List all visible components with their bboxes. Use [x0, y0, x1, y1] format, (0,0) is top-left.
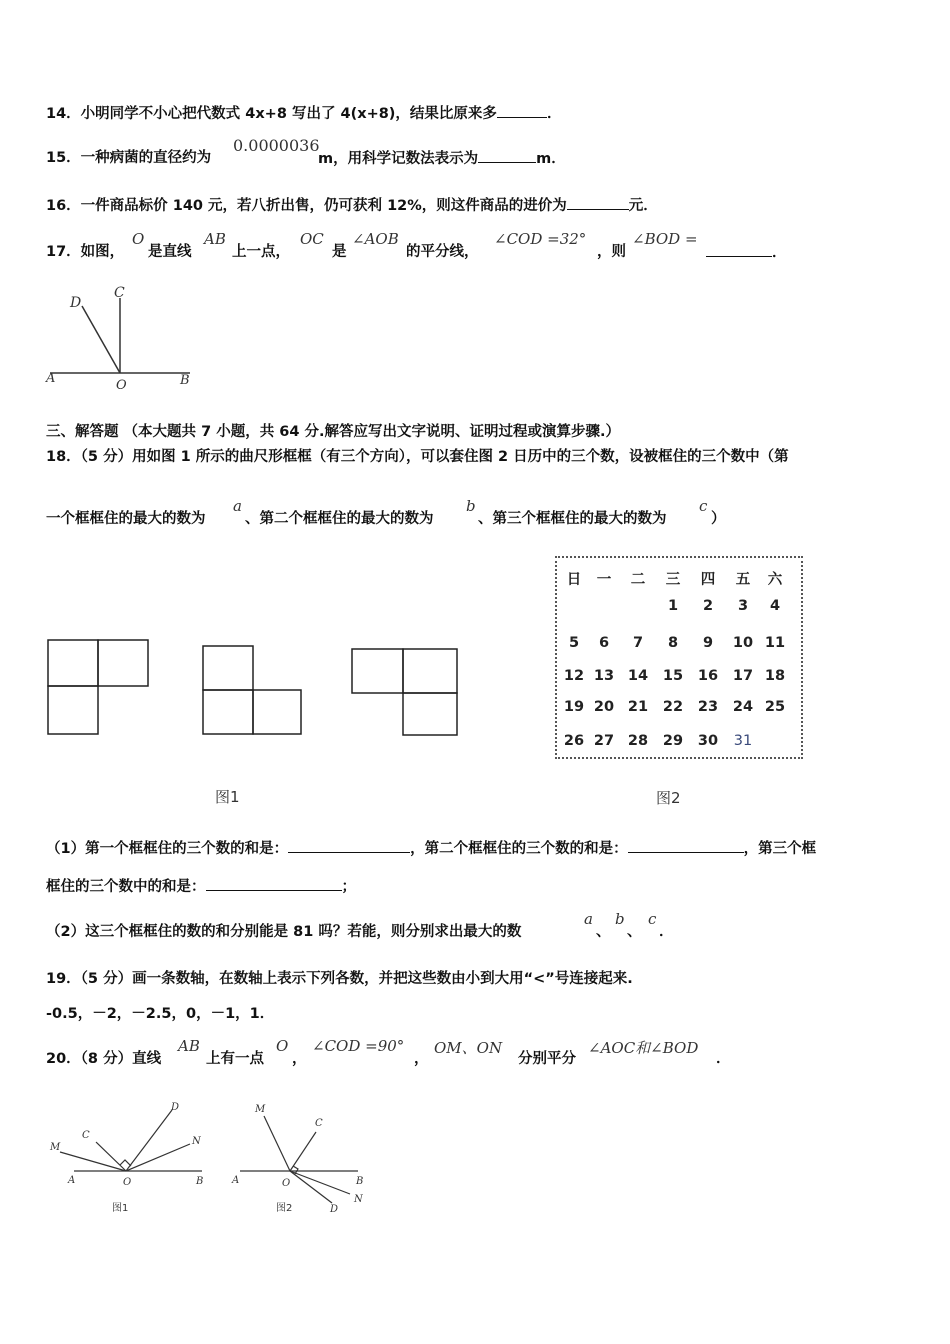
q17-figure	[40, 280, 200, 395]
question-15-rest	[318, 148, 566, 169]
cal-day: 13	[593, 668, 615, 684]
cal-day: 7	[632, 635, 644, 651]
q17-pre: 17．如图，	[46, 244, 125, 260]
cal-day: 12	[563, 668, 585, 684]
fig1-label-a: A	[68, 1175, 76, 1186]
q17-aob: ∠AOB	[352, 230, 399, 248]
q17-t4: 的平分线，	[406, 244, 479, 260]
q19-line1: 19．（5 分）画一条数轴，在数轴上表示下列各数，并把这些数由小到大用“<”号连接起来.	[46, 971, 633, 987]
q17-t5: ，则	[597, 244, 626, 260]
fig20-1-caption: 图1	[112, 1203, 129, 1214]
q18-a: a	[233, 497, 242, 515]
q18-sub1-c: ，第三个框	[743, 841, 817, 857]
fig1-label-d: D	[171, 1102, 180, 1113]
q17-t2: 上一点，	[232, 244, 290, 260]
cal-day: 2	[702, 598, 714, 614]
q14-text: 14．小明同学不小心把代数式 4x+8 写出了 4(x+8)，结果比原来多	[46, 106, 497, 122]
q15-pre: 15．一种病菌的直径约为	[46, 150, 212, 166]
cal-header-cell: 四	[700, 572, 716, 588]
frame1-cell	[98, 640, 148, 686]
fig2-ray-oc	[290, 1132, 316, 1171]
frame1-cell	[48, 640, 98, 686]
q20-t3: ，	[414, 1051, 429, 1067]
cal-header-cell: 五	[735, 572, 751, 588]
calendar	[555, 556, 803, 759]
q19-line2: -0.5，－2，－2.5，0，－1，1．	[46, 1006, 275, 1022]
cal-day: 10	[732, 635, 754, 651]
cal-day: 22	[662, 699, 684, 715]
q20-pre: 20．（8 分）直线	[46, 1051, 162, 1067]
q15-blank	[478, 148, 536, 163]
q14-blank	[497, 103, 547, 118]
fig1-label-o: O	[123, 1177, 132, 1188]
q20-end: ．	[716, 1051, 731, 1067]
q18-sub1-line1	[46, 838, 816, 859]
q18-b: b	[466, 497, 476, 515]
label-a: A	[46, 371, 56, 386]
q17-o: O	[132, 230, 145, 248]
cal-day: 31	[733, 733, 753, 749]
calendar-week	[557, 635, 801, 655]
q18-sub1-blank1	[288, 838, 410, 853]
q20-figures	[40, 1090, 380, 1220]
fig2-caption: 图2	[656, 789, 681, 807]
cal-header-cell: 六	[767, 572, 783, 588]
q18-sub2-sep1: 、	[596, 924, 611, 940]
fig1-label-n: N	[192, 1136, 201, 1147]
q17-t1: 是直线	[148, 244, 192, 260]
cal-day: 18	[764, 668, 786, 684]
q18-line2c: 、第三个框框住的最大的数为	[478, 511, 667, 527]
calendar-week	[557, 733, 801, 753]
cal-header-cell: 一	[596, 572, 612, 588]
q15-value: 0.0000036	[233, 136, 320, 155]
question-15	[46, 148, 211, 168]
fig2-label-n: N	[354, 1194, 363, 1205]
fig2-ray-om	[264, 1116, 290, 1171]
q20-fig2	[240, 1116, 358, 1203]
label-d: D	[70, 295, 82, 311]
q18-sub1-line2	[46, 876, 356, 897]
fig20-2-caption: 图2	[276, 1203, 293, 1214]
frame1-cell	[48, 686, 98, 734]
q18-sub2-end: ．	[659, 924, 674, 940]
calendar-week	[557, 668, 801, 688]
frame2-cell	[253, 690, 301, 734]
q18-sub1-blank2	[628, 838, 744, 853]
frame3-cell	[352, 649, 403, 693]
cal-day: 19	[563, 699, 585, 715]
fig2-label-b: B	[356, 1176, 364, 1187]
q20-angles: ∠AOC和∠BOD	[588, 1039, 699, 1057]
q18-line1: 18．（5 分）用如图 1 所示的曲尺形框框（有三个方向），可以套住图 2 日历中的三个数，设被框住的三个数中（第	[46, 449, 789, 465]
q18-sub1-e: ；	[341, 879, 356, 895]
cal-day: 5	[568, 635, 580, 651]
cal-day: 17	[732, 668, 754, 684]
section-3-heading: 三、解答题 （本大题共 7 小题，共 64 分.解答应写出文字说明、证明过程或演算步骤.）	[46, 424, 621, 440]
cal-day: 24	[732, 699, 754, 715]
cal-day: 16	[697, 668, 719, 684]
fig2-ray-on	[290, 1171, 350, 1194]
question-14	[46, 103, 561, 124]
cal-day: 8	[667, 635, 679, 651]
q18-sub1-b: ，第二个框框住的三个数的和是：	[410, 841, 628, 857]
question-16	[46, 195, 658, 216]
cal-header-cell: 日	[566, 572, 582, 588]
q18-sub2-b-var: b	[615, 910, 625, 928]
frame3-cell	[403, 693, 457, 735]
label-c: C	[114, 285, 125, 301]
cal-day: 3	[737, 598, 749, 614]
q16-end: 元．	[628, 198, 658, 214]
cal-header-cell: 二	[630, 572, 646, 588]
q17-blank	[706, 242, 772, 257]
q18-c: c	[699, 497, 708, 515]
cal-day: 30	[697, 733, 719, 749]
label-b: B	[180, 373, 190, 388]
calendar-header	[557, 568, 801, 588]
q18-line2a: 一个框框住的最大的数为	[46, 511, 206, 527]
q20-cod: ∠COD =90°	[312, 1037, 405, 1055]
fig2-label-o: O	[282, 1178, 291, 1189]
fig2-ray-od	[290, 1171, 332, 1203]
cal-day: 25	[764, 699, 786, 715]
q18-sub2-a-var: a	[584, 910, 593, 928]
calendar-week	[557, 699, 801, 719]
fig2-label-m: M	[255, 1104, 266, 1115]
q17-t3: 是	[332, 244, 347, 260]
q18-line2d: ）	[711, 511, 726, 527]
q18-sub2-a: （2）这三个框框住的数的和分别能是 81 吗？若能，则分别求出最大的数	[46, 924, 522, 940]
fig2-label-d: D	[330, 1204, 339, 1215]
q20-t4: 分别平分	[518, 1051, 576, 1067]
cal-day: 4	[769, 598, 781, 614]
cal-day: 23	[697, 699, 719, 715]
cal-day: 29	[662, 733, 684, 749]
q18-sub2-sep2: 、	[627, 924, 642, 940]
q14-end: ．	[546, 106, 562, 122]
frame3-cell	[403, 649, 457, 693]
q18-sub1-a: （1）第一个框框住的三个数的和是：	[46, 841, 289, 857]
cal-day: 21	[627, 699, 649, 715]
cal-day: 26	[563, 733, 585, 749]
calendar-week	[557, 598, 801, 618]
q20-o: O	[276, 1037, 289, 1055]
cal-day: 6	[598, 635, 610, 651]
label-o: O	[116, 378, 127, 393]
q18-figure-1	[40, 630, 470, 745]
q17-bod: ∠BOD =	[632, 230, 698, 248]
fig1-label-m: M	[50, 1142, 61, 1153]
frame2-cell	[203, 646, 253, 690]
q18-line2b: 、第二个框框住的最大的数为	[245, 511, 434, 527]
q16-blank	[567, 195, 629, 210]
q17-cod: ∠COD =32°	[494, 230, 587, 248]
q17-ab: AB	[204, 230, 226, 248]
q20-t2: ，	[292, 1051, 307, 1067]
q17-end: ．	[772, 245, 787, 261]
q20-t1: 上有一点	[206, 1051, 264, 1067]
fig1-label-b: B	[196, 1176, 204, 1187]
cal-day: 14	[627, 668, 649, 684]
fig2-label-c: C	[315, 1118, 323, 1129]
cal-day: 1	[667, 598, 679, 614]
q17-answer	[706, 242, 787, 263]
cal-header-cell: 三	[665, 572, 681, 588]
q15-post: m，用科学记数法表示为	[318, 151, 479, 167]
ray-od	[82, 306, 120, 373]
cal-day: 11	[764, 635, 786, 651]
fig1-label-c: C	[82, 1130, 90, 1141]
q17-oc: OC	[300, 230, 324, 248]
cal-day: 9	[702, 635, 714, 651]
q18-sub2-c-var: c	[648, 910, 657, 928]
q20-ab: AB	[178, 1037, 200, 1055]
cal-day: 27	[593, 733, 615, 749]
q18-sub1-d: 框住的三个数中的和是：	[46, 879, 206, 895]
fig1-right-angle	[120, 1160, 131, 1166]
frame2-cell	[203, 690, 253, 734]
fig2-label-a: A	[232, 1175, 240, 1186]
cal-day: 20	[593, 699, 615, 715]
cal-day: 28	[627, 733, 649, 749]
q16-pre: 16．一件商品标价 140 元，若八折出售，仍可获利 12%，则这件商品的进价为	[46, 198, 567, 214]
cal-day: 15	[662, 668, 684, 684]
q15-end: m．	[536, 151, 566, 167]
fig1-caption: 图1	[215, 788, 240, 806]
q18-sub1-blank3	[206, 876, 342, 891]
q20-omon: OM、ON	[434, 1039, 503, 1057]
